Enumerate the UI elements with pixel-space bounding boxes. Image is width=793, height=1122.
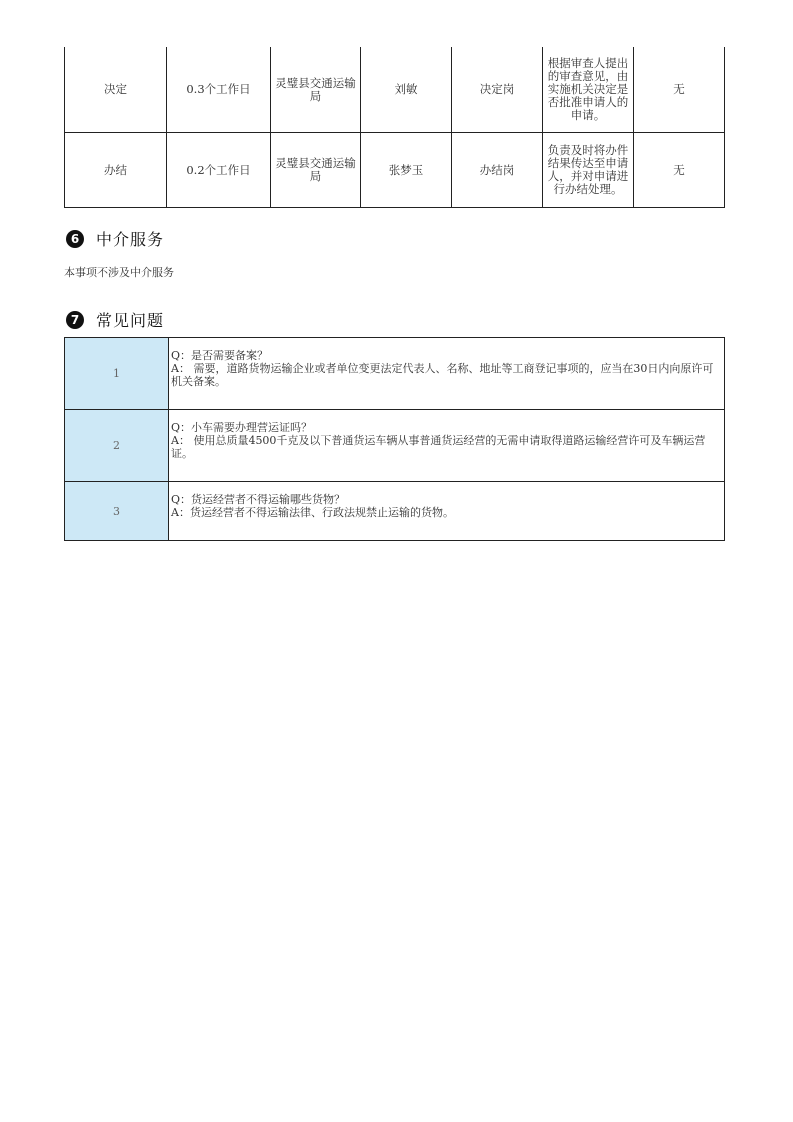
faq-question: Q：货运经营者不得运输哪些货物？ [171,493,346,506]
post-cell: 办结岗 [452,133,543,208]
faq-content [169,338,725,410]
section-7-heading [66,308,164,331]
dept-cell: 灵璧县交通运输局 [271,133,361,208]
faq-index: 3 [65,482,169,541]
result-cell: 无 [634,47,725,133]
result-cell: 无 [634,133,725,208]
table-row [65,47,725,133]
faq-answer: A：货运经营者不得运输法律、行政法规禁止运输的货物。 [171,506,454,519]
step-cell: 决定 [65,47,167,133]
time-cell: 0.2个工作日 [167,133,271,208]
faq-row [65,482,725,541]
number-6-icon: 6 [66,230,84,248]
step-cell: 办结 [65,133,167,208]
section-6-heading [66,227,164,250]
person-cell: 刘敏 [361,47,452,133]
intermediary-note: 本事项不涉及中介服务 [64,266,174,279]
faq-content [169,410,725,482]
process-table [64,47,725,208]
section-title: 常见问题 [96,311,165,330]
person-cell: 张梦玉 [361,133,452,208]
time-cell: 0.3个工作日 [167,47,271,133]
duty-cell: 根据审查人提出的审查意见，由实施机关决定是否批准申请人的申请。 [543,47,634,133]
table-row [65,133,725,208]
post-cell: 决定岗 [452,47,543,133]
faq-index: 2 [65,410,169,482]
number-7-icon: 7 [66,311,84,329]
faq-question: Q：小车需要办理营运证吗？ [171,421,313,434]
faq-answer: A： 需要，道路货物运输企业或者单位变更法定代表人、名称、地址等工商登记事项的，应当在30日内向原许可机关备案。 [171,362,714,388]
faq-row [65,338,725,410]
faq-index: 1 [65,338,169,410]
faq-question: Q：是否需要备案？ [171,349,269,362]
faq-answer: A： 使用总质量4500千克及以下普通货运车辆从事普通货运经营的无需申请取得道路运输经营许可及车辆运营证。 [171,434,706,460]
duty-cell: 负责及时将办件结果传达至申请人，并对申请进行办结处理。 [543,133,634,208]
faq-content [169,482,725,541]
section-title: 中介服务 [96,230,165,249]
faq-table [64,337,725,541]
faq-row [65,410,725,482]
dept-cell: 灵璧县交通运输局 [271,47,361,133]
